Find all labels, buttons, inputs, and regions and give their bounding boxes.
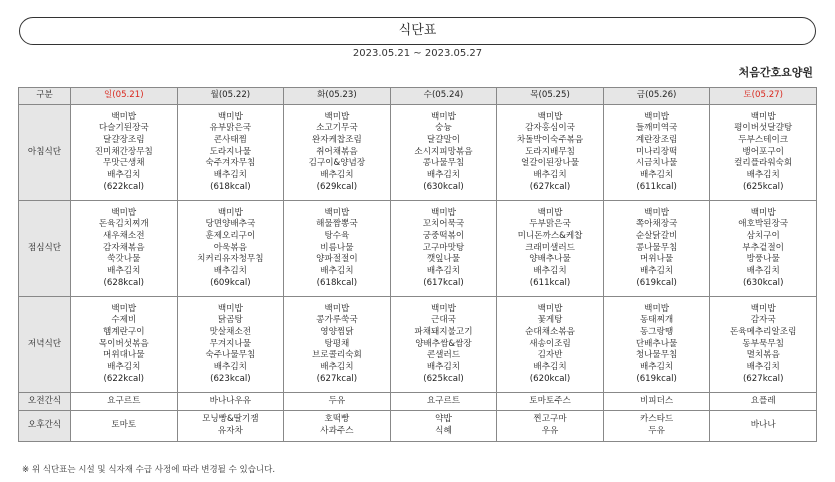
menu-item: 백미밥	[431, 303, 456, 314]
menu-item: 배추김치	[746, 170, 780, 181]
menu-cell	[71, 105, 178, 201]
menu-item: 삼치구이	[746, 230, 780, 241]
snack-item: 카스타드	[639, 414, 674, 425]
menu-item: 배추김치	[426, 362, 461, 373]
menu-item: (627kcal)	[529, 181, 571, 192]
menu-item: 배추김치	[426, 170, 461, 181]
menu-item: 숭늉	[435, 123, 452, 134]
menu-cell	[710, 201, 817, 297]
menu-item: 백미밥	[431, 207, 456, 218]
menu-cell	[71, 201, 178, 297]
menu-item: 감자홍심이국	[525, 123, 575, 134]
menu-item: 쪽아채장국	[635, 219, 678, 230]
menu-item: 순살닭갈비	[635, 230, 678, 241]
snack-item: 사과주스	[320, 426, 354, 436]
menu-item: 배추김치	[639, 266, 674, 277]
menu-item: 백미밥	[217, 303, 243, 314]
menu-item: 감자국	[750, 315, 776, 326]
menu-item: 무겨지나물	[209, 338, 252, 349]
am-snack-cell: 두유	[284, 393, 391, 411]
menu-item: 백미밥	[217, 111, 243, 122]
menu-item: (620kcal)	[529, 373, 571, 384]
menu-item: 배추김치	[213, 362, 247, 373]
snack-item: 약밥	[435, 414, 452, 425]
meal-row	[19, 297, 817, 393]
menu-item: 콩나물무침	[635, 242, 678, 253]
menu-item: 계란장조림	[635, 134, 678, 145]
menu-item: 브로콜리숙회	[312, 350, 362, 361]
menu-item: 파채돼지불고기	[414, 326, 473, 337]
menu-item: 백미밥	[644, 207, 670, 218]
snack-item: 모닝빵&딸기잼	[202, 414, 259, 425]
menu-cell	[390, 201, 497, 297]
snack-item: 두유	[648, 426, 665, 436]
menu-item: 배추김치	[320, 170, 354, 181]
menu-item: 깻잎나물	[426, 254, 461, 265]
menu-item: 김자반	[537, 350, 563, 361]
menu-item: (618kcal)	[210, 181, 251, 192]
menu-item: 배추김치	[746, 266, 780, 277]
menu-item: 꼬치어묵국	[422, 219, 465, 230]
menu-item: (630kcal)	[742, 277, 784, 288]
pm-snack-cell	[710, 411, 817, 442]
menu-item: 백미밥	[324, 303, 350, 314]
menu-item: 햄계란구이	[103, 326, 145, 337]
menu-item: 동부묵무침	[742, 338, 784, 349]
am-snack-cell: 토마토주스	[497, 393, 604, 411]
menu-item: 크래미샐러드	[525, 242, 575, 253]
menu-cell	[603, 201, 710, 297]
header-category: 구분	[19, 88, 71, 105]
menu-item: 차돌박이숙주볶음	[516, 134, 584, 145]
menu-item: 백미밥	[111, 207, 137, 218]
am-snack-cell: 비피더스	[603, 393, 710, 411]
am-snack-label: 오전간식	[19, 393, 71, 411]
menu-item: 치커리유자청무침	[197, 254, 264, 265]
menu-item: 백미밥	[537, 303, 563, 314]
menu-item: 비름나물	[320, 242, 354, 253]
menu-item: 미나리장떡	[635, 146, 678, 157]
menu-item: 백미밥	[644, 303, 670, 314]
menu-item: 영양찜닭	[320, 326, 354, 337]
pm-snack-cell	[390, 411, 497, 442]
menu-item: 평이버섯달걀탕	[734, 123, 793, 134]
menu-item: 동그랑땡	[639, 326, 674, 337]
menu-item: 방풍나물	[746, 254, 780, 265]
meal-row	[19, 105, 817, 201]
menu-item: 백미밥	[111, 303, 137, 314]
menu-item: 달걀말이	[426, 134, 461, 145]
menu-cell	[284, 105, 391, 201]
menu-item: 감자채볶음	[103, 242, 145, 253]
snack-item: 찐고구마	[533, 414, 567, 425]
menu-item: 뱅어포구이	[742, 146, 784, 157]
menu-item: 도라지나물	[209, 146, 252, 157]
menu-cell	[177, 201, 284, 297]
menu-item: 소고기무국	[316, 123, 358, 134]
menu-item: 얼갈이된장나물	[520, 158, 580, 169]
menu-item: 백미밥	[217, 207, 243, 218]
menu-item: 배추김치	[213, 170, 247, 181]
menu-item: 배추김치	[746, 362, 780, 373]
header-day: 목(05.25)	[497, 88, 604, 105]
pm-snack-cell	[177, 411, 284, 442]
menu-item: 백미밥	[537, 207, 563, 218]
menu-item: 당면양배추국	[205, 219, 256, 230]
menu-item: 달걀장조림	[103, 134, 145, 145]
menu-item: (622kcal)	[103, 373, 145, 384]
menu-item: 두부맑은국	[529, 219, 571, 230]
menu-item: 멸치볶음	[746, 350, 780, 361]
menu-item: 배추김치	[107, 266, 141, 277]
footnote: ※ 위 식단표는 시설 및 식자재 수급 사정에 따라 변경될 수 있습니다.	[22, 465, 276, 475]
menu-item: 배추김치	[107, 170, 141, 181]
menu-item: 쑥갓나물	[107, 254, 141, 265]
header-day: 화(05.23)	[284, 88, 391, 105]
pm-snack-cell	[71, 411, 178, 442]
menu-item: 수제비	[111, 315, 137, 326]
menu-cell	[284, 297, 391, 393]
menu-item: 맛살채소전	[209, 326, 252, 337]
menu-item: 양파절절이	[316, 254, 358, 265]
am-snack-row	[19, 393, 817, 411]
menu-item: 배추김치	[533, 170, 567, 181]
menu-item: 아욱볶음	[213, 242, 247, 253]
menu-item: (627kcal)	[316, 373, 358, 384]
menu-item: 배추김치	[533, 362, 567, 373]
header-day: 토(05.27)	[710, 88, 817, 105]
menu-item: 새우채소전	[103, 230, 145, 241]
header-row	[19, 88, 817, 105]
menu-item: 들깨미역국	[635, 123, 678, 134]
menu-cell	[497, 297, 604, 393]
menu-item: 숙주나물무침	[205, 350, 256, 361]
menu-cell	[71, 297, 178, 393]
menu-item: 고구마맛탕	[422, 242, 465, 253]
menu-item: 동태찌개	[639, 315, 674, 326]
am-snack-cell: 요구르트	[71, 393, 178, 411]
menu-item: 두부스테이크	[738, 134, 789, 145]
menu-item: 무맛근생채	[103, 158, 145, 169]
menu-item: 닭곰탕	[217, 315, 243, 326]
menu-item: (622kcal)	[103, 181, 145, 192]
menu-cell	[497, 201, 604, 297]
menu-item: (619kcal)	[636, 373, 677, 384]
pm-snack-label: 오후간식	[19, 411, 71, 442]
menu-item: (628kcal)	[103, 277, 145, 288]
menu-item: 배추김치	[320, 266, 354, 277]
menu-item: 훈제오리구이	[205, 230, 256, 241]
menu-item: 양배추쌈&쌈장	[415, 338, 472, 349]
menu-item: (623kcal)	[210, 373, 251, 384]
meal-label: 아침식단	[19, 105, 71, 201]
menu-item: 백미밥	[750, 303, 776, 314]
menu-cell	[390, 105, 497, 201]
menu-item: 머위나물	[639, 254, 674, 265]
menu-item: 배추김치	[213, 266, 247, 277]
menu-cell	[603, 297, 710, 393]
am-snack-cell: 요구르트	[390, 393, 497, 411]
menu-item: 백미밥	[111, 111, 137, 122]
menu-item: (627kcal)	[742, 373, 784, 384]
menu-item: 애호박된장국	[738, 219, 789, 230]
menu-item: 탕수육	[324, 230, 350, 241]
header-day: 수(05.24)	[390, 88, 497, 105]
date-range: 2023.05.21 ~ 2023.05.27	[352, 48, 483, 59]
menu-item: 배추김치	[639, 362, 674, 373]
menu-item: (619kcal)	[636, 277, 677, 288]
menu-item: 배추김치	[426, 266, 461, 277]
menu-cell	[177, 297, 284, 393]
menu-item: 백미밥	[324, 207, 350, 218]
menu-item: 유부맑은국	[209, 123, 252, 134]
meal-label: 점심식단	[19, 201, 71, 297]
snack-item: 유자차	[217, 426, 243, 436]
menu-item: (625kcal)	[742, 181, 784, 192]
menu-item: 궁중떡볶이	[422, 230, 465, 241]
menu-item: 백미밥	[750, 207, 776, 218]
menu-item: 백미밥	[324, 111, 350, 122]
am-snack-cell: 바나나우유	[177, 393, 284, 411]
meal-row	[19, 201, 817, 297]
menu-item: 백미밥	[431, 111, 456, 122]
menu-item: 숙주겨자무침	[205, 158, 256, 169]
menu-cell	[603, 105, 710, 201]
menu-item: (611kcal)	[529, 277, 571, 288]
menu-cell	[710, 297, 817, 393]
menu-cell	[497, 105, 604, 201]
menu-cell	[390, 297, 497, 393]
menu-item: (625kcal)	[423, 373, 464, 384]
pm-snack-cell	[497, 411, 604, 442]
menu-cell	[177, 105, 284, 201]
pm-snack-cell	[603, 411, 710, 442]
menu-item: 콩나물무침	[422, 158, 465, 169]
menu-item: 콘샐러드	[426, 350, 461, 361]
menu-item: 콩가루쑥국	[316, 315, 358, 326]
menu-item: 진미채간장무침	[94, 146, 153, 157]
menu-item: 완자케찹조림	[312, 134, 362, 145]
menu-item: 꽃게탕	[537, 315, 563, 326]
pm-snack-row	[19, 411, 817, 442]
snack-item: 호떡빵	[324, 414, 350, 425]
menu-item: 미니돈까스&케찹	[517, 230, 583, 241]
menu-item: 해물짬뽕국	[316, 219, 358, 230]
menu-item: 다슬기된장국	[98, 123, 149, 134]
snack-item: 식혜	[435, 426, 452, 436]
menu-item: (629kcal)	[316, 181, 358, 192]
menu-cell	[284, 201, 391, 297]
menu-item: 탕평채	[324, 338, 350, 349]
menu-item: (609kcal)	[210, 277, 251, 288]
menu-item: (617kcal)	[423, 277, 464, 288]
menu-item: 단배추나물	[635, 338, 678, 349]
menu-item: 새송이조림	[529, 338, 571, 349]
header-day: 금(05.26)	[603, 88, 710, 105]
menu-item: 양배추나물	[529, 254, 571, 265]
menu-item: 배추김치	[639, 170, 674, 181]
menu-item: (618kcal)	[316, 277, 358, 288]
snack-item: 토마토	[111, 420, 137, 431]
menu-item: 백미밥	[537, 111, 563, 122]
header-day: 일(05.21)	[71, 88, 178, 105]
snack-item: 우유	[541, 426, 559, 436]
menu-item: 배추김치	[320, 362, 354, 373]
menu-item: (611kcal)	[636, 181, 677, 192]
menu-item: 순대채소볶음	[525, 326, 575, 337]
am-snack-cell: 요플레	[710, 393, 817, 411]
menu-title: 식단표	[19, 17, 816, 45]
meal-label: 저녁식단	[19, 297, 71, 393]
snack-item: 바나나	[750, 420, 776, 431]
menu-item: 근대국	[431, 315, 456, 326]
pm-snack-cell	[284, 411, 391, 442]
menu-item: 소시지피망볶음	[414, 146, 473, 157]
menu-item: 백미밥	[750, 111, 776, 122]
menu-item: 김구이&양념장	[308, 158, 366, 169]
menu-item: 백미밥	[644, 111, 670, 122]
menu-item: 머위대나물	[103, 350, 145, 361]
header-day: 월(05.22)	[177, 88, 284, 105]
menu-item: 배추김치	[533, 266, 567, 277]
menu-item: (630kcal)	[423, 181, 464, 192]
menu-cell	[710, 105, 817, 201]
menu-item: 도라지배무침	[525, 146, 575, 157]
menu-item: 시금치나물	[635, 158, 678, 169]
menu-item: 돈육메추리알조림	[729, 326, 797, 337]
menu-item: 취어채볶음	[316, 146, 358, 157]
menu-item: 컬리플라워숙회	[734, 158, 793, 169]
menu-item: 돈육김치찌개	[98, 219, 149, 230]
menu-item: 청나물무침	[635, 350, 678, 361]
menu-item: 콘사태찜	[213, 134, 247, 145]
menu-item: 부추겉절이	[742, 242, 784, 253]
menu-table	[18, 87, 817, 442]
organization-name: 처음간호요양원	[738, 66, 813, 79]
menu-item: 배추김치	[107, 362, 141, 373]
menu-item: 목이버섯볶음	[98, 338, 149, 349]
